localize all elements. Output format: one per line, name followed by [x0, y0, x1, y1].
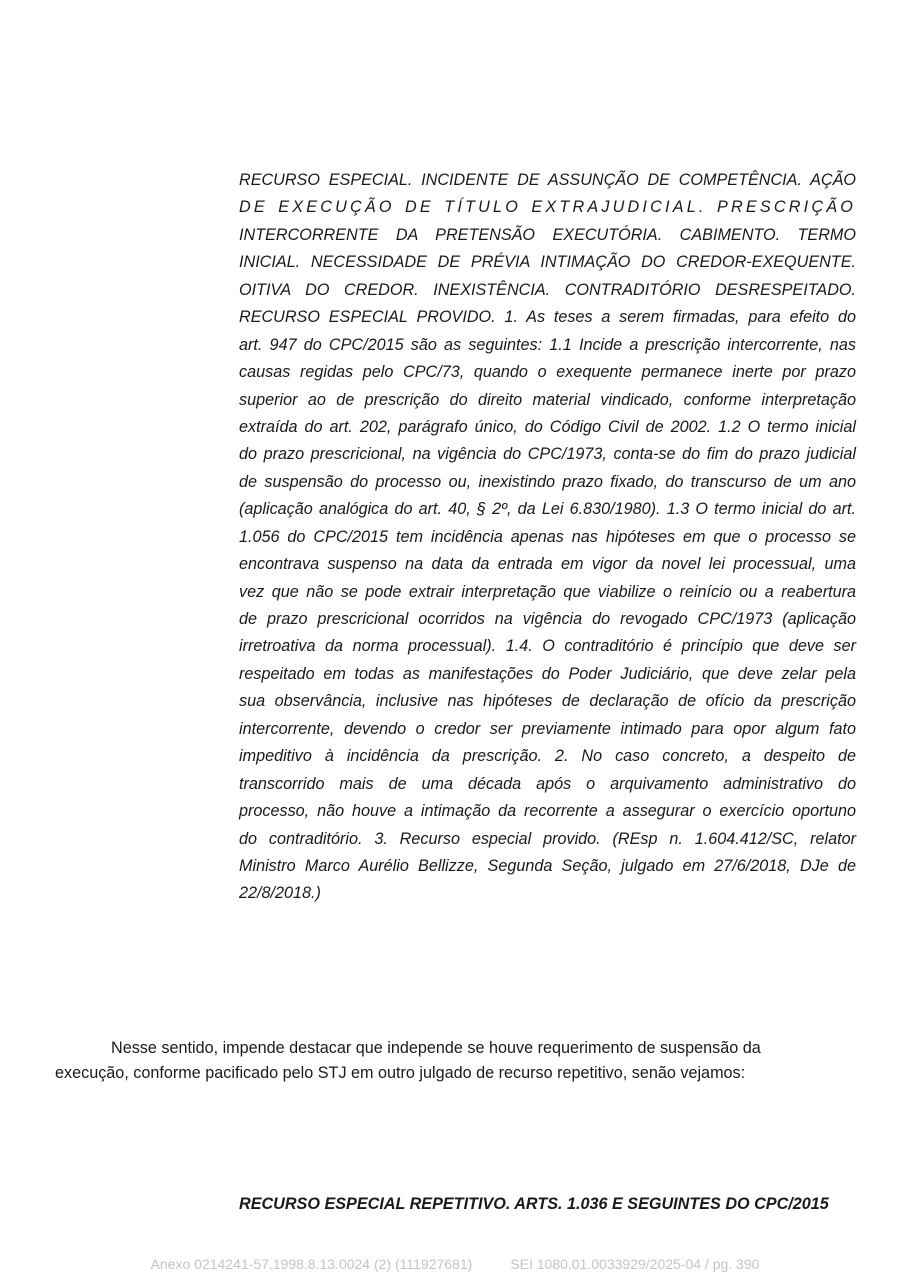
quote-line: do prazo prescricional, na vigência do CPC/1973, conta-se do fim do prazo judicial: [239, 445, 856, 464]
quote-line: irretroativa da norma processual). 1.4. O contraditório é princípio que deve ser: [239, 637, 856, 656]
annex-reference: Anexo 0214241-57.1998.8.13.0024 (2) (111927681): [150, 1256, 473, 1272]
quote-line: do contraditório. 3. Recurso especial provido. (REsp n. 1.604.412/SC, relator: [239, 829, 856, 848]
second-quote-heading: RECURSO ESPECIAL REPETITIVO. ARTS. 1.036 E SEGUINTES DO CPC/2015: [239, 1195, 829, 1213]
quote-line: 1.056 do CPC/2015 tem incidência apenas nas hipóteses em que o processo se: [239, 527, 856, 546]
quote-line: intercorrente, devendo o credor ser previamente intimado para opor algum fato: [239, 719, 856, 738]
quote-line: vez que não se pode extrair interpretação que viabilize o reinício ou a reabertura: [239, 582, 856, 601]
quote-line: RECURSO ESPECIAL. INCIDENTE DE ASSUNÇÃO DE COMPETÊNCIA. AÇÃO: [239, 171, 856, 189]
quote-line: de suspensão do processo ou, inexistindo prazo fixado, do transcurso de um ano: [239, 472, 856, 491]
quote-line: processo, não houve a intimação da recorrente a assegurar o exercício oportuno: [239, 802, 856, 821]
body-line: Nesse sentido, impende destacar que independe se houve requerimento de suspensão da: [111, 1039, 761, 1057]
page-footer: [0, 1256, 910, 1272]
quote-line: Ministro Marco Aurélio Bellizze, Segunda Seção, julgado em 27/6/2018, DJe de: [239, 856, 856, 875]
body-line: execução, conforme pacificado pelo STJ em outro julgado de recurso repetitivo, senão vejamos:: [55, 1064, 746, 1082]
quote-line: transcorrido mais de uma década após o arquivamento administrativo do: [239, 774, 856, 793]
quote-line: 22/8/2018.): [239, 884, 321, 903]
quote-line: extraída do art. 202, parágrafo único, do Código Civil de 2002. 1.2 O termo inicial: [239, 417, 856, 436]
quote-line: art. 947 do CPC/2015 são as seguintes: 1.1 Incide a prescrição intercorrente, nas: [239, 335, 856, 354]
quote-line: causas regidas pelo CPC/73, quando o exequente permanece inerte por prazo: [239, 363, 856, 382]
quote-line: RECURSO ESPECIAL PROVIDO. 1. As teses a serem firmadas, para efeito do: [239, 308, 856, 327]
quote-line: encontrava suspenso na data da entrada em vigor da novel lei processual, uma: [239, 555, 856, 574]
quote-line: DE EXECUÇÃO DE TÍTULO EXTRAJUDICIAL. PRESCRIÇÃO: [239, 198, 856, 217]
quote-line: impeditivo à incidência da prescrição. 2. No caso concreto, a despeito de: [239, 747, 856, 766]
quote-line: (aplicação analógica do art. 40, § 2º, da Lei 6.830/1980). 1.3 O termo inicial do art.: [239, 500, 856, 519]
case-law-quote: [239, 167, 856, 908]
quote-line: respeitado em todas as manifestações do Poder Judiciário, que deve zelar pela: [239, 664, 856, 683]
quote-line: OITIVA DO CREDOR. INEXISTÊNCIA. CONTRADITÓRIO DESRESPEITADO.: [239, 280, 856, 299]
quote-line: sua observância, inclusive nas hipóteses de declaração de ofício da prescrição: [239, 692, 856, 711]
sei-reference: SEI 1080.01.0033929/2025-04 / pg. 390: [510, 1256, 760, 1272]
quote-line: INICIAL. NECESSIDADE DE PRÉVIA INTIMAÇÃO DO CREDOR-EXEQUENTE.: [239, 253, 856, 272]
quote-line: INTERCORRENTE DA PRETENSÃO EXECUTÓRIA. CABIMENTO. TERMO: [239, 225, 856, 244]
quote-line: superior ao de prescrição do direito material vindicado, conforme interpretação: [239, 390, 856, 409]
body-paragraph: [55, 1036, 815, 1086]
quote-line: de prazo prescricional ocorridos na vigência do revogado CPC/1973 (aplicação: [239, 610, 856, 628]
